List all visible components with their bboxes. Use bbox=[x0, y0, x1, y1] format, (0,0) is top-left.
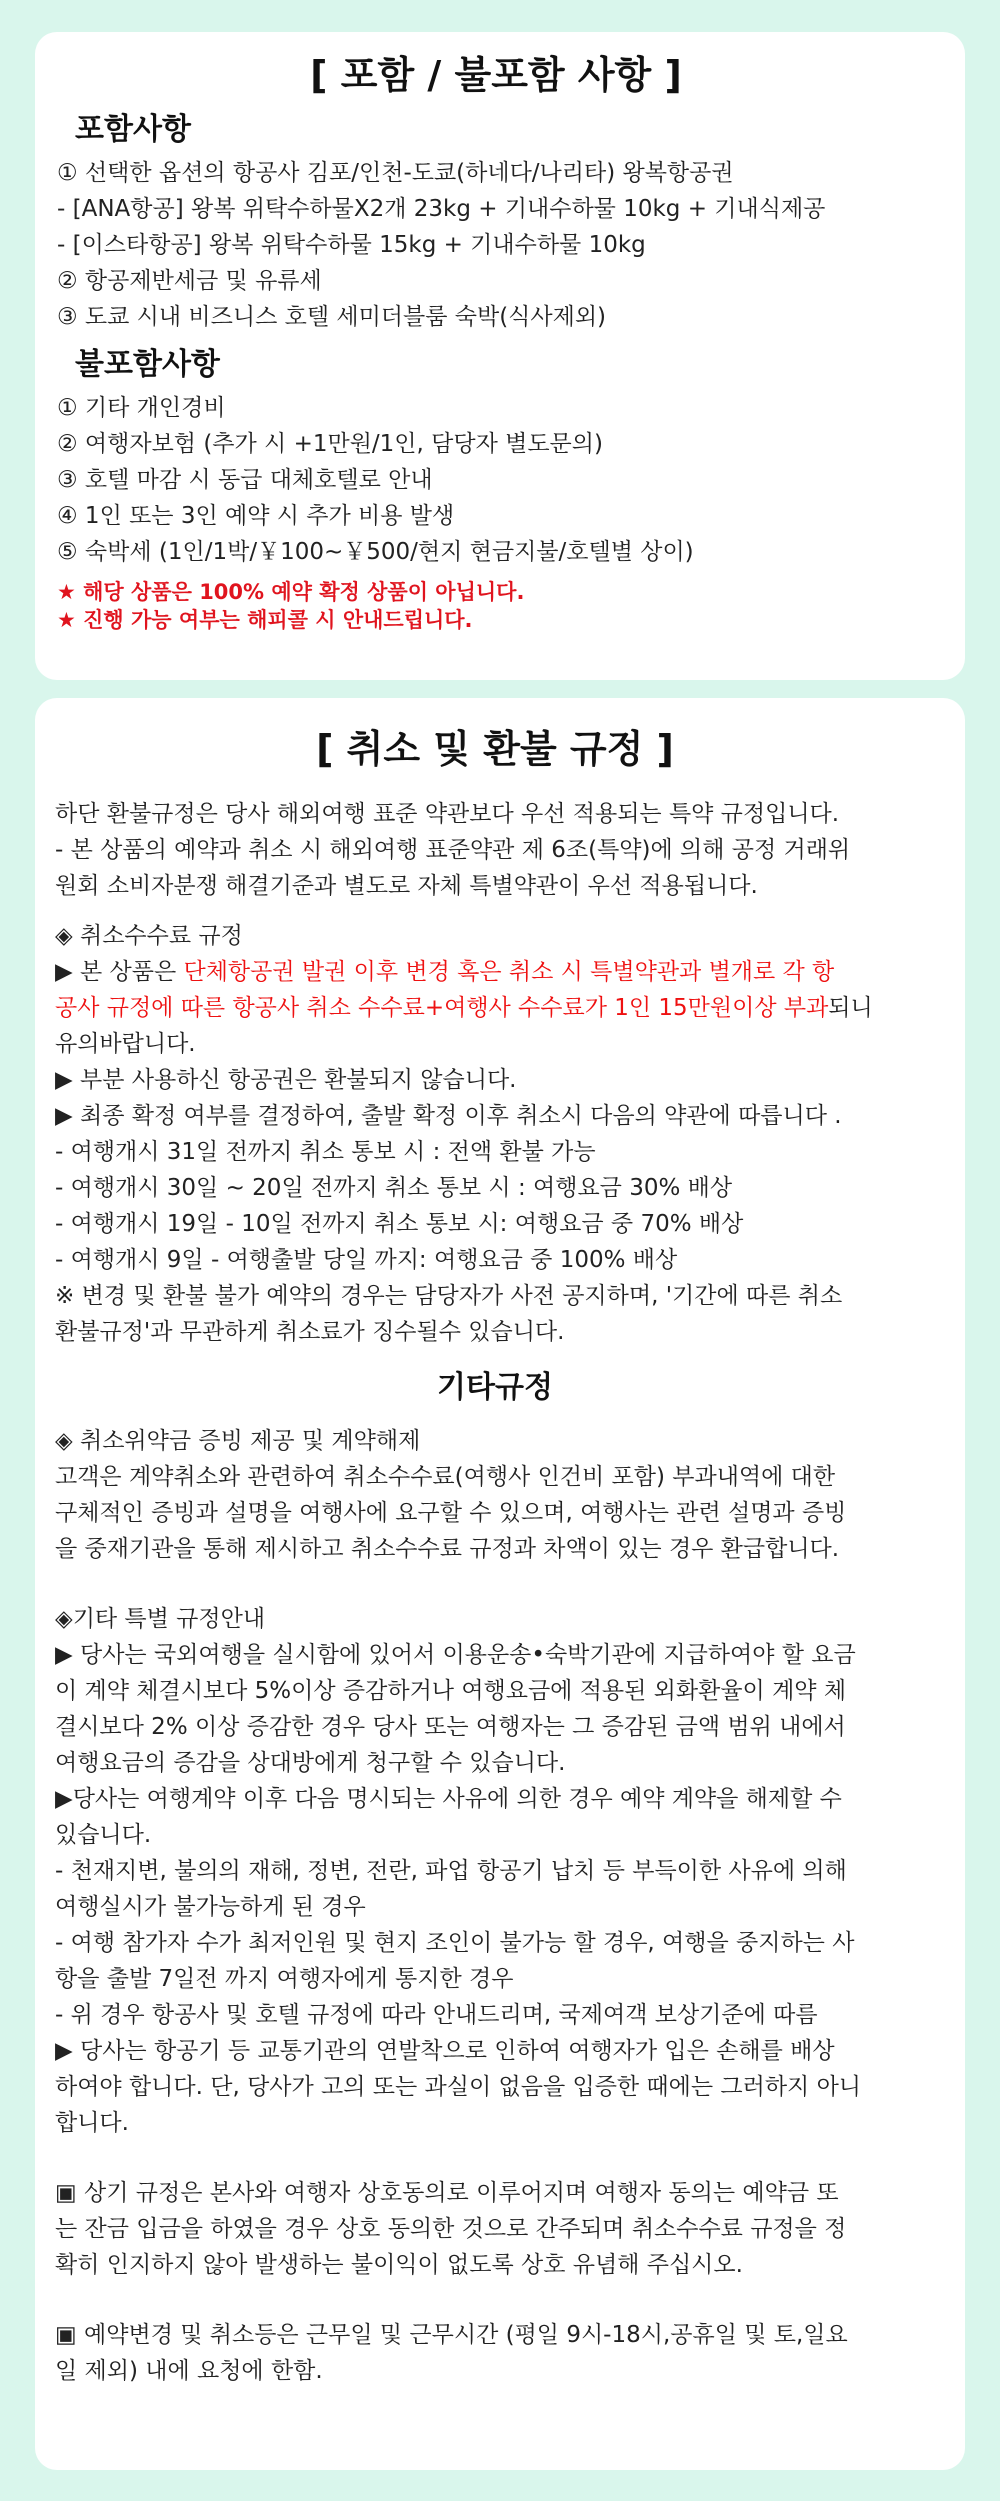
special-heading: ◈기타 특별 규정안내 bbox=[55, 1605, 266, 1632]
special-line: ▶ 당사는 국외여행을 실시함에 있어서 이용운송•숙박기관에 지급하여야 할 요금 bbox=[55, 1641, 856, 1668]
proof-line: 구체적인 증빙과 설명을 여행사에 요구할 수 있으며, 여행사는 관련 설명과 증빙 bbox=[55, 1499, 847, 1526]
fee-notice-highlight: 단체항공권 발권 이후 변경 혹은 취소 시 특별약관과 별개로 각 항 bbox=[183, 958, 835, 985]
proof-line: 을 중재기관을 통해 제시하고 취소수수료 규정과 차액이 있는 경우 환급합니다. bbox=[55, 1535, 840, 1562]
warning-text: ★ 진행 가능 여부는 해피콜 시 안내드립니다. bbox=[57, 607, 473, 632]
special-line: 하여야 합니다. 단, 당사가 고의 또는 과실이 없음을 입증한 때에는 그러하지 아니 bbox=[55, 2073, 862, 2100]
included-item: - [ANA항공] 왕복 위탁수하물X2개 23kg + 기내수하물 10kg + 기내식제공 bbox=[57, 195, 826, 222]
special-line: 이 계약 체결시보다 5%이상 증감하거나 여행요금에 적용된 외화환율이 계약 체 bbox=[55, 1677, 847, 1704]
intro-line: - 본 상품의 예약과 취소 시 해외여행 표준약관 제 6조(특약)에 의해 공정 거래위 bbox=[55, 836, 851, 863]
fee-notice-line bbox=[55, 954, 935, 990]
warning-text: ★ 해당 상품은 100% 예약 확정 상품이 아닙니다. bbox=[57, 579, 525, 604]
fee-notice-suffix: 되니 bbox=[828, 994, 873, 1021]
fee-notice-prefix: ▶ 본 상품은 bbox=[55, 958, 184, 985]
refund-intro bbox=[55, 796, 935, 904]
agreement-line: 는 잔금 입금을 하였을 경우 상호 동의한 것으로 간주되며 취소수수료 규정을 정 bbox=[55, 2215, 847, 2242]
special-line: - 여행 참가자 수가 최저인원 및 현지 조인이 불가능 할 경우, 여행을 중지하는 사 bbox=[55, 1929, 855, 1956]
hours-line: 일 제외) 내에 요청에 한함. bbox=[55, 2357, 323, 2384]
fee-item: ▶ 부분 사용하신 항공권은 환불되지 않습니다. bbox=[55, 1066, 517, 1093]
refund-policy-card bbox=[35, 698, 965, 2470]
intro-line: 원회 소비자분쟁 해결기준과 별도로 자체 특별약관이 우선 적용됩니다. bbox=[55, 872, 758, 899]
fee-item: - 여행개시 31일 전까지 취소 통보 시 : 전액 환불 가능 bbox=[55, 1138, 596, 1165]
fee-notice-highlight: 공사 규정에 따른 항공사 취소 수수료+여행사 수수료가 1인 15만원이상 부과 bbox=[55, 994, 829, 1021]
excluded-item: ⑤ 숙박세 (1인/1박/￥100~￥500/현지 현금지불/호텔별 상이) bbox=[57, 538, 694, 565]
agreement-line: ▣ 상기 규정은 본사와 여행자 상호동의로 이루어지며 여행자 동의는 예약금 또 bbox=[55, 2179, 839, 2206]
excluded-item: ④ 1인 또는 3인 예약 시 추가 비용 발생 bbox=[57, 502, 455, 529]
special-line: 합니다. bbox=[55, 2109, 129, 2136]
special-line: - 천재지변, 불의의 재해, 정변, 전란, 파업 항공기 납치 등 부득이한 사유에 의해 bbox=[55, 1857, 847, 1884]
special-line: - 위 경우 항공사 및 호텔 규정에 따라 안내드리며, 국제여객 보상기준에 따름 bbox=[55, 2001, 818, 2028]
fee-item: ※ 변경 및 환불 불가 예약의 경우는 담당자가 사전 공지하며, '기간에 따른 취소 bbox=[55, 1282, 843, 1309]
special-line: 결시보다 2% 이상 증감한 경우 당사 또는 여행자는 그 증감된 금액 범위 내에서 bbox=[55, 1713, 846, 1740]
included-item: - [이스타항공] 왕복 위탁수하물 15kg + 기내수하물 10kg bbox=[57, 231, 646, 258]
included-item: ③ 도쿄 시내 비즈니스 호텔 세미더블룸 숙박(식사제외) bbox=[57, 303, 607, 330]
included-item: ① 선택한 옵션의 항공사 김포/인천-도쿄(하네다/나리타) 왕복항공권 bbox=[57, 159, 734, 186]
excluded-item: ① 기타 개인경비 bbox=[57, 394, 226, 421]
included-heading: 포함사항 bbox=[75, 111, 191, 147]
fee-item: ▶ 최종 확정 여부를 결정하여, 출발 확정 이후 취소시 다음의 약관에 따릅니다 . bbox=[55, 1102, 842, 1129]
excluded-heading: 불포함사항 bbox=[75, 346, 220, 382]
proof-heading: ◈ 취소위약금 증빙 제공 및 계약해제 bbox=[55, 1427, 421, 1454]
included-section-title: [ 포함 / 불포함 사항 ] bbox=[310, 53, 682, 97]
refund-section-title: [ 취소 및 환불 규정 ] bbox=[316, 727, 674, 771]
special-line: ▶ 당사는 항공기 등 교통기관의 연발착으로 인하여 여행자가 입은 손해를 배상 bbox=[55, 2037, 835, 2064]
other-rules-heading: 기타규정 bbox=[437, 1369, 553, 1405]
included-item: ② 항공제반세금 및 유류세 bbox=[57, 267, 322, 294]
special-line: 여행실시가 불가능하게 된 경우 bbox=[55, 1893, 366, 1920]
excluded-item: ② 여행자보험 (추가 시 +1만원/1인, 담당자 별도문의) bbox=[57, 430, 603, 457]
fee-notice-line bbox=[55, 990, 935, 1026]
hours-line: ▣ 예약변경 및 취소등은 근무일 및 근무시간 (평일 9시-18시,공휴일 및 토,일요 bbox=[55, 2321, 848, 2348]
special-line: 있습니다. bbox=[55, 1821, 152, 1848]
fee-item: - 여행개시 9일 - 여행출발 당일 까지: 여행요금 중 100% 배상 bbox=[55, 1246, 678, 1273]
excluded-item: ③ 호텔 마감 시 동급 대체호텔로 안내 bbox=[57, 466, 433, 493]
agreement-line: 확히 인지하지 않아 발생하는 불이익이 없도록 상호 유념해 주십시오. bbox=[55, 2251, 743, 2278]
fee-item: - 여행개시 19일 - 10일 전까지 취소 통보 시: 여행요금 중 70% 배상 bbox=[55, 1210, 744, 1237]
proof-line: 고객은 계약취소와 관련하여 취소수수료(여행사 인건비 포함) 부과내역에 대한 bbox=[55, 1463, 836, 1490]
fee-heading: ◈ 취소수수료 규정 bbox=[55, 922, 243, 949]
fee-item: 환불규정'과 무관하게 취소료가 징수될수 있습니다. bbox=[55, 1318, 565, 1345]
included-excluded-card bbox=[35, 32, 965, 680]
included-list bbox=[57, 155, 935, 335]
special-line: 항을 출발 7일전 까지 여행자에게 통지한 경우 bbox=[55, 1965, 514, 1992]
fee-notice-line: 유의바랍니다. bbox=[55, 1030, 196, 1057]
fee-item: - 여행개시 30일 ~ 20일 전까지 취소 통보 시 : 여행요금 30% 배상 bbox=[55, 1174, 733, 1201]
excluded-list bbox=[57, 390, 935, 570]
special-line: 여행요금의 증감을 상대방에게 청구할 수 있습니다. bbox=[55, 1749, 566, 1776]
intro-line: 하단 환불규정은 당사 해외여행 표준 약관보다 우선 적용되는 특약 규정입니다. bbox=[55, 800, 840, 827]
special-line: ▶당사는 여행계약 이후 다음 명시되는 사유에 의한 경우 예약 계약을 해제할 수 bbox=[55, 1785, 842, 1812]
